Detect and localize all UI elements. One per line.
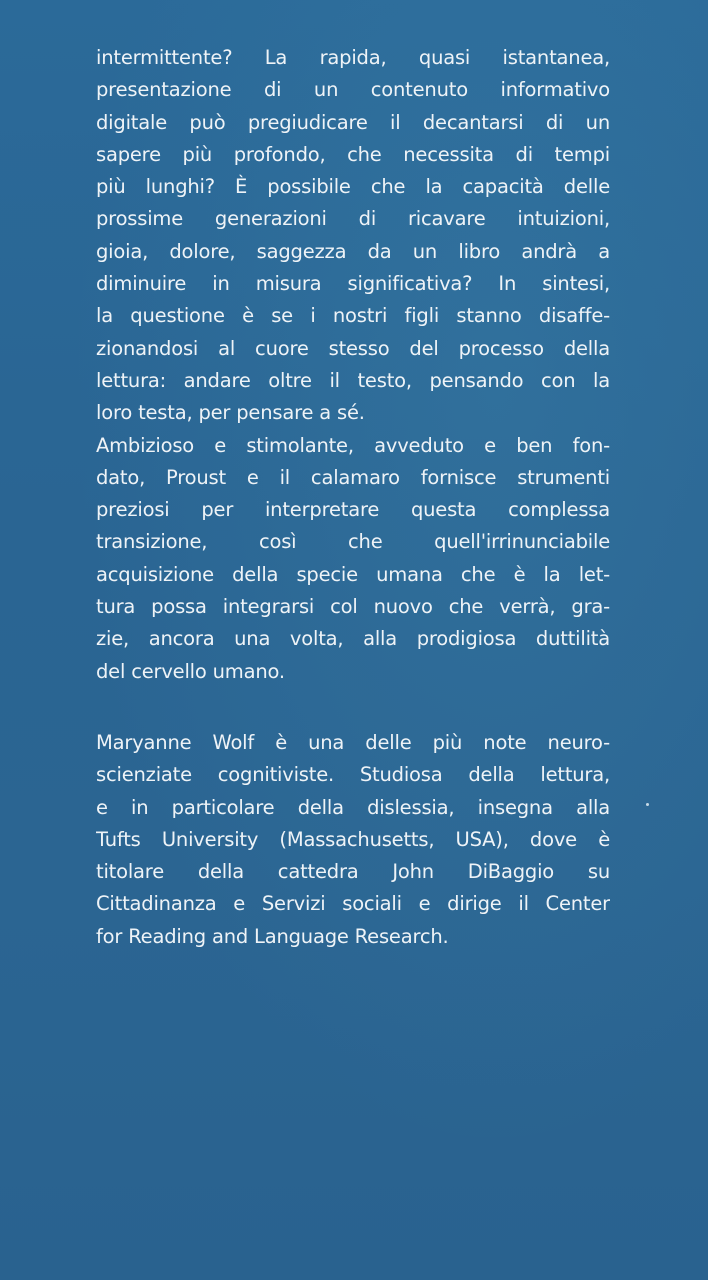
text-line: gioia, dolore, saggezza da un libro andrà a: [96, 239, 610, 263]
text-line: dato, Proust e il calamaro fornisce strumenti: [96, 465, 610, 489]
text-line: titolare della cattedra John DiBaggio su: [96, 860, 610, 884]
text-line: diminuire in misura significativa? In sintesi,: [96, 272, 610, 296]
text-line: Maryanne Wolf è una delle più note neuro-: [96, 731, 610, 754]
text-line: e in particolare della dislessia, insegna alla: [96, 795, 610, 819]
text-line: acquisizione della specie umana che è la let-: [96, 562, 610, 586]
text-line: prossime generazioni di ricavare intuizioni,: [96, 207, 610, 231]
text-line: intermittente? La rapida, quasi istantanea,: [96, 46, 610, 69]
text-line: loro testa, per pensare a sé.: [96, 401, 365, 425]
text-line: Cittadinanza e Servizi sociali e dirige il Center: [96, 892, 610, 916]
description-text: [96, 42, 610, 688]
text-line: digitale può pregiudicare il decantarsi di un: [96, 110, 610, 134]
text-line: zionandosi al cuore stesso del processo della: [96, 336, 610, 360]
text-line: Tufts University (Massachusetts, USA), dove è: [96, 827, 610, 851]
text-line: la questione è se i nostri figli stanno disaffe-: [96, 304, 610, 328]
text-line: preziosi per interpretare questa complessa: [96, 498, 610, 522]
text-line: scienziate cognitiviste. Studiosa della lettura,: [96, 763, 610, 787]
text-line: zie, ancora una volta, alla prodigiosa duttilità: [96, 627, 610, 651]
text-line: presentazione di un contenuto informativo: [96, 78, 610, 102]
text-line: del cervello umano.: [96, 659, 285, 683]
author-bio: [96, 727, 610, 953]
text-line: Ambizioso e stimolante, avveduto e ben fon-: [96, 433, 610, 457]
text-line: lettura: andare oltre il testo, pensando con la: [96, 368, 610, 392]
text-line: for Reading and Language Research.: [96, 924, 449, 948]
print-speck: [646, 803, 649, 806]
text-line: più lunghi? È possibile che la capacità delle: [96, 175, 610, 199]
text-line: transizione, così che quell'irrinunciabile: [96, 530, 610, 554]
text-line: sapere più profondo, che necessita di tempi: [96, 142, 610, 166]
text-line: tura possa integrarsi col nuovo che verrà, gra-: [96, 595, 610, 619]
